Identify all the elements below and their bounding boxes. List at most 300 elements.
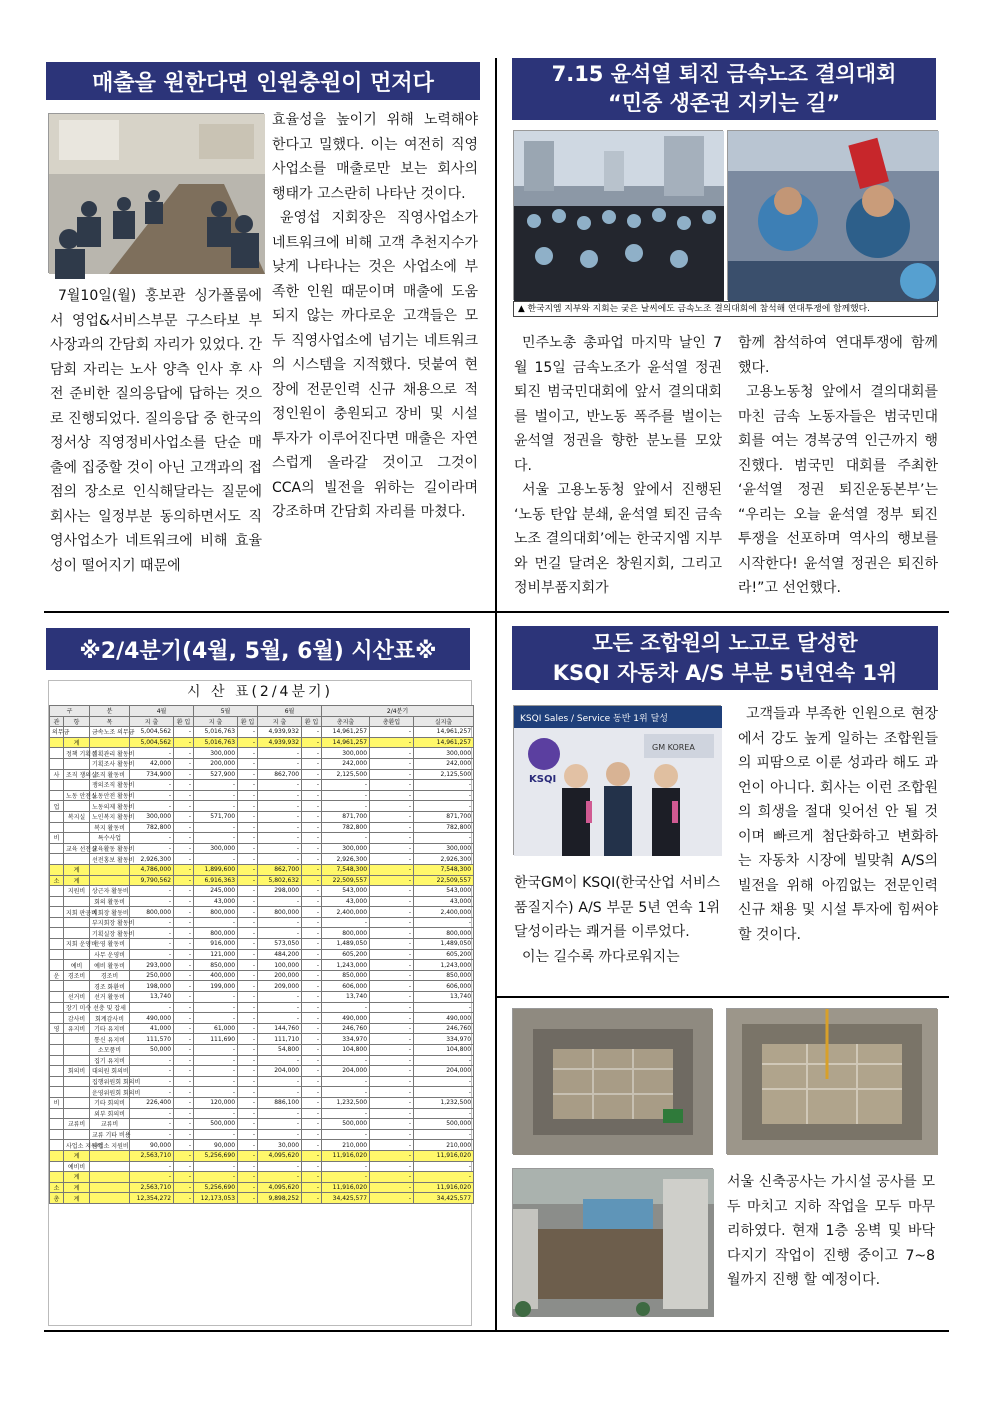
table-cell: 총환입 [370,716,414,727]
table-cell [50,854,64,865]
table-cell: - [414,790,474,801]
table-cell: 경조 화환비 [90,981,130,992]
table-cell: - [302,939,322,950]
table-cell: 862,700 [258,769,302,780]
table-row [50,1150,474,1161]
staffing-right-p2: 윤영섭 지회장은 직영사업소가 네트워크에 비해 고객 추천지수가 낮게 나타나는 것은 사업소에 부족한 인원 때문이며 매출에 도움 되지 않는 까다로운 고객들은 모두 직영사업소에 넘기는 네트워크의 시스템을 지적했다. 덧붙여 현장에 전문인력 신규 채용으로 적정인원이 충원되고 장비 및 시설투자가 이루어진다면 매출은 자연스럽게 올라갈 것이고 그것이 CCA의 빌전을 위하는 길이라며 강조하며 간담회 자리를 마쳤다. [272,210,478,520]
table-cell: - [194,1055,238,1066]
table-cell: 34,425,577 [322,1193,370,1204]
rally-col1-p2: 서울 고용노동청 앞에서 진행된 ‘노동 탄압 분쇄, 윤석열 퇴진 금속노조 결의대회’에는 한국지엠 지부와 먼길 달려온 창원지회, 그리고 정비부품지회가 [514,482,722,596]
table-cell: - [370,1161,414,1172]
table-cell: - [370,907,414,918]
table-cell: - [238,949,258,960]
table-cell: 871,700 [322,811,370,822]
table-cell [50,992,64,1003]
rally-col2 [738,331,938,601]
table-cell: - [238,864,258,875]
table-cell: - [174,748,194,759]
table-cell: 9,898,252 [258,1193,302,1204]
table-cell [64,780,90,791]
table-cell: - [258,928,302,939]
table-cell: - [238,1129,258,1140]
table-cell: - [174,896,194,907]
table-cell: - [258,896,302,907]
table-cell: - [194,854,238,865]
meeting-photo [48,113,264,273]
table-cell: - [174,1140,194,1151]
table-cell: - [238,1097,258,1108]
table-cell: 기획조사 활동비 [90,758,130,769]
table-cell: 선거 활동비 [90,992,130,1003]
table-cell: 5,256,690 [194,1150,238,1161]
table-cell: - [258,1087,302,1098]
table-row [50,737,474,748]
table-cell: - [302,843,322,854]
table-cell: - [370,769,414,780]
table-cell: - [302,917,322,928]
table-cell: 복지 활동비 [90,822,130,833]
table-cell: 특수사업 [90,833,130,844]
table-cell: - [238,822,258,833]
table-cell: 경조비 [64,970,90,981]
ksqi-title-line2: KSQI 자동차 A/S 부분 5년연속 1위 [552,661,898,685]
table-cell: 사업소 지원비 [90,1140,130,1151]
table-cell [64,917,90,928]
table-cell: - [194,1108,238,1119]
table-cell: - [194,833,238,844]
staffing-title-text: 매출을 원한다면 인원충원이 먼저다 [92,70,434,96]
table-cell: - [174,907,194,918]
table-cell: - [302,1066,322,1077]
table-cell: 집기 유지비 [90,1055,130,1066]
table-cell: 22,509,557 [322,875,370,886]
table-cell: 43,000 [414,896,474,907]
table-cell: - [414,1087,474,1098]
table-cell: 916,000 [194,939,238,950]
table-row [50,864,474,875]
table-cell: - [130,833,174,844]
table-cell: 항 [64,716,90,727]
table-cell: - [174,1150,194,1161]
table-cell: 총 [50,1193,64,1204]
table-cell: - [130,939,174,950]
table-cell: - [174,981,194,992]
table-cell: - [194,1013,238,1024]
table-cell: - [174,864,194,875]
table-cell: - [130,1066,174,1077]
table-cell: - [258,1119,302,1130]
table-cell: - [174,843,194,854]
table-cell: - [414,1002,474,1013]
table-row [50,790,474,801]
table-cell [50,1129,64,1140]
table-cell: - [258,833,302,844]
vertical-divider [495,58,497,1330]
table-cell [64,928,90,939]
table-cell: - [302,1193,322,1204]
table-cell: - [258,1076,302,1087]
table-cell: 500,000 [414,1119,474,1130]
table-row [50,801,474,812]
table-cell: 비 [50,833,64,844]
table-cell: - [370,886,414,897]
table-cell: - [174,1119,194,1130]
table-cell: - [258,811,302,822]
table-row [50,886,474,897]
table-cell: - [370,1066,414,1077]
table-cell: 850,000 [414,970,474,981]
table-cell: - [322,1076,370,1087]
table-cell: 734,900 [130,769,174,780]
table-cell: - [370,939,414,950]
table-cell: - [238,1193,258,1204]
table-cell: - [238,737,258,748]
table-cell: - [238,970,258,981]
table-cell: 지원비 [64,886,90,897]
table-cell: - [174,939,194,950]
table-cell: 104,800 [414,1045,474,1056]
construction-site-aerial-photo [512,1168,713,1316]
table-cell: - [322,1172,370,1183]
table-cell: - [238,769,258,780]
table-row [50,1045,474,1056]
table-cell: - [370,843,414,854]
table-cell: - [370,1055,414,1066]
table-cell: 605,200 [414,949,474,960]
budget-title [46,628,470,670]
table-cell: 571,700 [194,811,238,822]
table-cell: - [370,1193,414,1204]
table-cell: - [130,1129,174,1140]
table-cell: - [238,727,258,738]
table-cell: - [302,1161,322,1172]
table-row [50,1119,474,1130]
table-cell: 운 [50,970,64,981]
table-row [50,843,474,854]
table-cell [50,960,64,971]
table-row [50,1108,474,1119]
table-cell: - [238,886,258,897]
table-cell: 12,173,053 [194,1193,238,1204]
table-cell: - [238,1045,258,1056]
table-cell: 2,125,500 [414,769,474,780]
table-cell: - [174,992,194,1003]
table-cell: 490,000 [414,1013,474,1024]
table-cell: - [174,1161,194,1172]
table-cell: 집행위원회 회의비 [90,1076,130,1087]
table-cell: - [302,1076,322,1087]
table-cell: - [194,1161,238,1172]
table-cell: 비 [50,1097,64,1108]
table-row [50,780,474,791]
table-cell: - [174,854,194,865]
table-cell: 1,243,000 [414,960,474,971]
table-cell: 246,760 [322,1023,370,1034]
table-row [50,1055,474,1066]
table-cell: 사 [50,769,64,780]
table-cell: - [174,1076,194,1087]
table-cell: - [130,917,174,928]
table-cell: 노동 안전실 [64,790,90,801]
table-cell: 246,760 [414,1023,474,1034]
table-cell: - [258,1172,302,1183]
table-cell [64,1076,90,1087]
staffing-right-p1: 효율성을 높이기 위해 노력해야 한다고 밀했다. 이는 여전히 직영 사업소를 매출로만 보는 회사의 행태가 고스란히 나타난 것이다. [272,112,478,202]
ksqi-left-p2: 이는 길수록 까다로워지는 [522,948,680,965]
table-cell: - [174,949,194,960]
table-cell: 2,926,300 [414,854,474,865]
table-cell: - [370,1097,414,1108]
table-cell: - [238,992,258,1003]
table-cell: 41,000 [130,1023,174,1034]
table-cell [64,1129,90,1140]
table-cell: - [258,758,302,769]
table-cell: - [130,1161,174,1172]
table-cell: - [302,1140,322,1151]
table-cell: 관 [50,716,64,727]
table-cell: 2,400,000 [322,907,370,918]
table-cell [64,822,90,833]
table-cell: - [414,1172,474,1183]
table-cell: - [174,822,194,833]
table-cell: - [322,833,370,844]
table-cell: - [174,1087,194,1098]
ksqi-title [512,626,938,690]
table-cell: - [302,1172,322,1183]
table-cell [90,1193,130,1204]
table-cell: - [370,981,414,992]
table-cell: 300,000 [194,748,238,759]
ksqi-sign-text: GM KOREA [652,743,695,752]
table-cell [64,1055,90,1066]
table-cell: - [258,843,302,854]
table-cell: - [322,1161,370,1172]
table-cell: 782,800 [414,822,474,833]
table-cell: 지회 판공비 [64,907,90,918]
table-cell: - [174,1108,194,1119]
table-cell: - [174,875,194,886]
ksqi-title-line1: 모든 조합원의 노고로 달성한 [592,631,858,655]
table-cell: 상근자 활동비 [90,886,130,897]
table-cell: 쟁의조직 활동비 [90,780,130,791]
table-cell: - [322,1108,370,1119]
rally-col2-p2: 고용노동청 앞에서 결의대회를 마친 금속 노동자들은 범국민대회를 여는 경복궁역 인근까지 행진했다. 범국민 대회를 주최한 ‘윤석열 정권 퇴진운동본부’는 “우리는 오늘 윤석열 정부 퇴진 투쟁을 선포하며 역사의 행보를 시작한다! 윤석열 정권은 퇴진하라!”고 선언했다. [738,384,938,596]
table-cell: - [258,790,302,801]
table-cell: - [414,917,474,928]
table-cell: - [302,1034,322,1045]
table-cell: - [238,1108,258,1119]
table-cell: 노동의제 활동비 [90,801,130,812]
table-cell: 862,700 [258,864,302,875]
table-cell: 예비 활동비 [90,960,130,971]
table-cell: 90,000 [130,1140,174,1151]
table-row [50,907,474,918]
table-cell: - [174,790,194,801]
table-cell: 100,000 [258,960,302,971]
table-cell: 소 [50,875,64,886]
table-cell: 800,000 [130,907,174,918]
table-cell: 300,000 [130,811,174,822]
table-cell: - [370,875,414,886]
table-cell: - [194,1087,238,1098]
table-cell: - [174,769,194,780]
table-cell: - [302,748,322,759]
table-cell: 업 [50,801,64,812]
table-cell: 회의 활동비 [90,896,130,907]
table-cell: 7,548,300 [322,864,370,875]
table-cell: 5,802,632 [258,875,302,886]
table-cell: - [194,801,238,812]
table-cell: 573,050 [258,939,302,950]
table-row [50,949,474,960]
table-cell: - [238,1140,258,1151]
table-cell: 운영 활동비 [90,939,130,950]
table-cell: 계 [64,1193,90,1204]
table-cell [64,1087,90,1098]
table-cell: 사업소 지원비 [64,1140,90,1151]
table-cell: 210,000 [414,1140,474,1151]
table-cell: - [174,1055,194,1066]
table-cell: 교류비 [90,1119,130,1130]
table-cell: - [302,758,322,769]
table-cell: - [302,864,322,875]
staffing-left-p: 7월10일(월) 홍보관 싱가폴룸에서 영업&서비스부문 구스타보 부사장과의 간담회 자리가 있었다. 간담회 자리는 노사 양측 인사 후 사전 준비한 질의응답에 답하는 것으로 진행되었다. 질의응답 중 한국의 정서상 직영정비사업소를 단순 매출에 집중할 것이 아닌 고객과의 접점의 장소로 인식해달라는 질문에 회사는 일정부분 동의하면서도 직영사업소가 네트워크에 비해 효율성이 떨어지기 때문에 [50,288,262,574]
table-cell: 2,125,500 [322,769,370,780]
table-cell: 226,400 [130,1097,174,1108]
table-cell: - [370,1002,414,1013]
table-cell: 210,000 [322,1140,370,1151]
table-cell: - [370,737,414,748]
table-cell: 198,000 [130,981,174,992]
table-cell: 11,916,020 [414,1150,474,1161]
table-cell: - [130,1076,174,1087]
table-cell: - [238,1034,258,1045]
table-cell: - [258,822,302,833]
table-cell: 850,000 [322,970,370,981]
table-cell: 구 [50,706,90,717]
trial-balance-table [49,705,474,1204]
table-cell: - [302,928,322,939]
table-cell: - [238,854,258,865]
table-cell: - [370,1172,414,1183]
table-row [50,758,474,769]
table-cell: - [194,1129,238,1140]
table-cell: - [370,992,414,1003]
table-cell: - [322,790,370,801]
table-cell [90,1172,130,1183]
table-cell: 5,256,690 [194,1182,238,1193]
table-cell: - [238,1172,258,1183]
table-cell: 2,926,300 [130,854,174,865]
table-cell: - [174,1172,194,1183]
table-cell: 2/4분기 [322,706,474,717]
table-cell: - [174,758,194,769]
table-cell: 800,000 [194,907,238,918]
table-cell: - [302,769,322,780]
table-cell: - [238,843,258,854]
table-cell: 4월 [130,706,194,717]
table-cell: - [130,1172,174,1183]
table-cell [50,1161,64,1172]
table-cell: - [238,780,258,791]
table-cell: 4,786,000 [130,864,174,875]
table-cell: - [370,780,414,791]
table-cell: 204,000 [258,1066,302,1077]
table-cell: - [130,886,174,897]
table-cell: - [302,949,322,960]
table-cell: 지 출 [130,716,174,727]
table-cell: 300,000 [322,843,370,854]
table-cell: 334,970 [414,1034,474,1045]
table-cell: - [238,758,258,769]
table-cell: - [370,1034,414,1045]
table-cell: 850,000 [194,960,238,971]
table-cell: 61,000 [194,1023,238,1034]
table-row [50,1129,474,1140]
table-row [50,1034,474,1045]
table-cell: 490,000 [130,1013,174,1024]
table-cell: - [238,1150,258,1161]
table-cell [64,1097,90,1108]
table-cell: - [302,1002,322,1013]
table-cell: - [130,928,174,939]
table-cell: 34,425,577 [414,1193,474,1204]
table-cell [50,896,64,907]
table-cell: - [414,1055,474,1066]
table-cell: - [194,790,238,801]
table-cell: 복지실 [64,811,90,822]
table-cell [50,790,64,801]
table-cell: - [258,1002,302,1013]
table-cell [90,864,130,875]
table-header-row [50,716,474,727]
table-cell: - [302,1013,322,1024]
table-cell: 43,000 [194,896,238,907]
table-cell: - [174,917,194,928]
table-cell: - [258,1108,302,1119]
table-cell: 209,000 [258,981,302,992]
table-cell: 계 [64,1172,90,1183]
table-cell: - [174,1045,194,1056]
table-cell: - [370,854,414,865]
table-cell: 782,800 [130,822,174,833]
table-cell: - [322,1087,370,1098]
table-cell: - [258,917,302,928]
table-cell [50,886,64,897]
table-cell: - [302,1087,322,1098]
table-cell: - [302,737,322,748]
table-cell: 120,000 [194,1097,238,1108]
table-cell: 90,000 [194,1140,238,1151]
table-cell: - [258,992,302,1003]
table-cell: - [322,917,370,928]
table-cell: - [370,758,414,769]
table-cell: 2,926,300 [322,854,370,865]
table-cell [90,1161,130,1172]
table-cell: - [238,875,258,886]
table-cell: 6월 [258,706,322,717]
table-cell: 871,700 [414,811,474,822]
table-cell: 50,000 [130,1045,174,1056]
table-cell: - [130,1055,174,1066]
table-cell: - [302,1055,322,1066]
table-cell: 5월 [194,706,258,717]
horizontal-divider-top [44,611,949,613]
table-cell: - [238,907,258,918]
table-cell: - [414,1161,474,1172]
table-cell: - [414,780,474,791]
table-cell: 11,916,020 [322,1150,370,1161]
